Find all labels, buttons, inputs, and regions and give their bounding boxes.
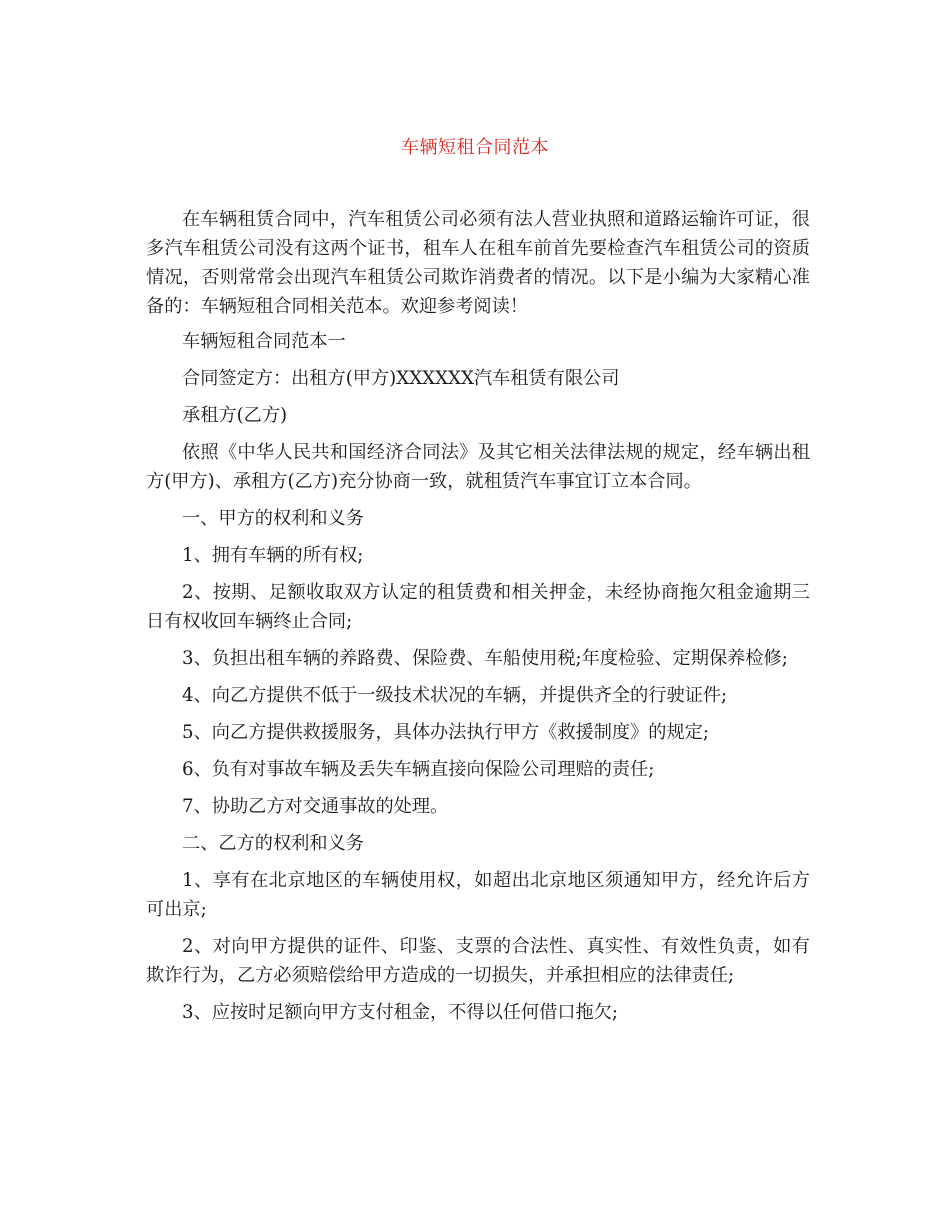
party-b-clause-2: 2、对向甲方提供的证件、印鉴、支票的合法性、真实性、有效性负责，如有欺诈行为，乙方必须赔偿给甲方造成的一切损失，并承担相应的法律责任; [146,936,810,986]
party-a-clause-6: 6、负有对事故车辆及丢失车辆直接向保险公司理赔的责任; [182,759,655,780]
party-a-clause-3: 3、负担出租车辆的养路费、保险费、车船使用税;年度检验、定期保养检修; [182,648,788,669]
party-a-clause-2: 2、按期、足额收取双方认定的租赁费和相关押金，未经协商拖欠租金逾期三日有权收回车辆终止合同; [146,582,810,632]
section-heading-party-b: 二、乙方的权利和义务 [182,833,364,854]
section-heading-template-one: 车辆短租合同范本一 [182,331,346,352]
document-title: 车辆短租合同范本 [401,137,549,158]
legal-basis-paragraph: 依照《中华人民共和国经济合同法》及其它相关法律法规的规定，经车辆出租方(甲方)、承租方(乙方)充分协商一致，就租赁汽车事宜订立本合同。 [146,442,810,492]
lessee-line: 承租方(乙方) [182,405,288,426]
intro-paragraph: 在车辆租赁合同中，汽车租赁公司必须有法人营业执照和道路运输许可证，很多汽车租赁公司没有这两个证书，租车人在租车前首先要检查汽车租赁公司的资质情况，否则常常会出现汽车租赁公司欺诈消费者的情况。以下是小编为大家精心准备的：车辆短租合同相关范本。欢迎参考阅读！ [146,209,810,317]
party-b-clause-1: 1、享有在北京地区的车辆使用权，如超出北京地区须通知甲方，经允许后方可出京; [146,870,810,920]
party-a-clause-5: 5、向乙方提供救援服务，具体办法执行甲方《救援制度》的规定; [182,722,709,743]
party-a-clause-4: 4、向乙方提供不低于一级技术状况的车辆，并提供齐全的行驶证件; [182,685,728,706]
contract-parties-line: 合同签定方：出租方(甲方)XXXXXX汽车租赁有限公司 [182,368,620,389]
document-body [146,205,810,1035]
party-b-clause-3: 3、应按时足额向甲方支付租金，不得以任何借口拖欠; [182,1002,619,1023]
party-a-clause-7: 7、协助乙方对交通事故的处理。 [182,796,449,817]
section-heading-party-a: 一、甲方的权利和义务 [182,508,364,529]
party-a-clause-1: 1、拥有车辆的所有权; [182,545,364,566]
